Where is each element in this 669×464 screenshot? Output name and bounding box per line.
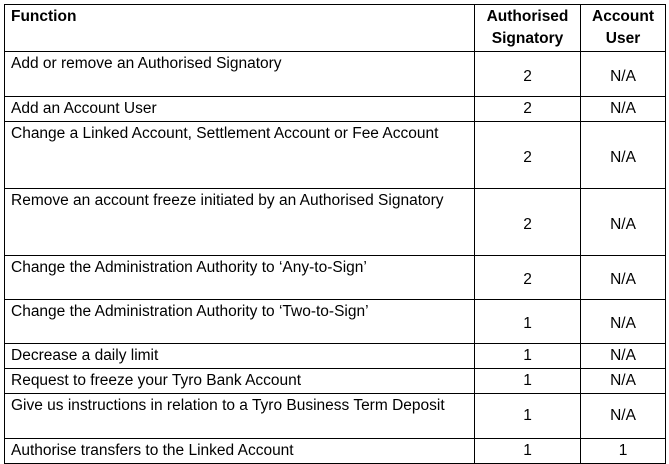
- account-user-cell: N/A: [581, 300, 666, 344]
- function-cell: Remove an account freeze initiated by an Authorised Signatory: [5, 189, 475, 256]
- authorised-signatory-cell: 1: [475, 344, 581, 369]
- table-row: [5, 256, 666, 300]
- authorised-signatory-cell: 2: [475, 97, 581, 122]
- account-user-cell: N/A: [581, 369, 666, 394]
- account-user-cell: N/A: [581, 256, 666, 300]
- table-row: [5, 439, 666, 464]
- table-header-row: [5, 5, 666, 52]
- table-row: [5, 122, 666, 189]
- authority-table-container: [4, 4, 666, 464]
- function-cell: Authorise transfers to the Linked Account: [5, 439, 475, 464]
- authority-table: [4, 4, 666, 464]
- authorised-signatory-cell: 1: [475, 300, 581, 344]
- table-row: [5, 369, 666, 394]
- function-cell: Change a Linked Account, Settlement Account or Fee Account: [5, 122, 475, 189]
- function-cell: Change the Administration Authority to ‘Any-to-Sign’: [5, 256, 475, 300]
- authorised-signatory-cell: 2: [475, 122, 581, 189]
- account-user-cell: N/A: [581, 97, 666, 122]
- function-cell: Give us instructions in relation to a Tyro Business Term Deposit: [5, 394, 475, 439]
- account-user-cell: N/A: [581, 122, 666, 189]
- account-user-cell: N/A: [581, 344, 666, 369]
- table-row: [5, 394, 666, 439]
- authorised-signatory-cell: 2: [475, 256, 581, 300]
- authorised-signatory-cell: 2: [475, 189, 581, 256]
- table-row: [5, 189, 666, 256]
- authorised-signatory-cell: 1: [475, 369, 581, 394]
- table-row: [5, 300, 666, 344]
- function-cell: Decrease a daily limit: [5, 344, 475, 369]
- function-cell: Request to freeze your Tyro Bank Account: [5, 369, 475, 394]
- authorised-signatory-cell: 2: [475, 52, 581, 97]
- function-cell: Change the Administration Authority to ‘Two-to-Sign’: [5, 300, 475, 344]
- header-function: Function: [5, 5, 475, 52]
- table-row: [5, 97, 666, 122]
- account-user-cell: N/A: [581, 394, 666, 439]
- table-row: [5, 344, 666, 369]
- header-account-user: Account User: [581, 5, 666, 52]
- table-row: [5, 52, 666, 97]
- header-authorised-signatory: Authorised Signatory: [475, 5, 581, 52]
- account-user-cell: N/A: [581, 52, 666, 97]
- account-user-cell: 1: [581, 439, 666, 464]
- authorised-signatory-cell: 1: [475, 439, 581, 464]
- function-cell: Add or remove an Authorised Signatory: [5, 52, 475, 97]
- authorised-signatory-cell: 1: [475, 394, 581, 439]
- function-cell: Add an Account User: [5, 97, 475, 122]
- account-user-cell: N/A: [581, 189, 666, 256]
